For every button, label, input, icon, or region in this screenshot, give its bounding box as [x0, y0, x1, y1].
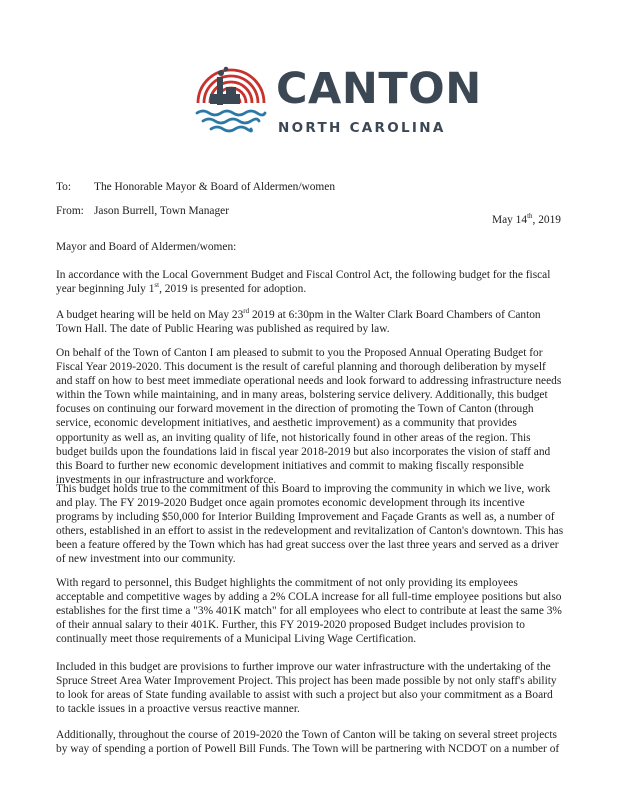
logo-subtitle: NORTH CAROLINA — [278, 120, 446, 136]
memo-date — [492, 213, 561, 227]
to-line — [56, 180, 335, 194]
date-text: May 14 — [491, 214, 528, 226]
from-value: Jason Burrell, Town Manager — [94, 205, 230, 217]
paragraph-economic-development: This budget holds true to the commitment of this Board to improving the community in which we live, work and play. The FY 2019-2020 Budget once again promotes economic development through its incentive programs by including $50,000 for Interior Building Improvement and Façade Grants as well as, a number of others, established in an effort to assist in the redevelopment and revitalization of Canton's downtown. This has been a feature offered by the Town which has had great success over the last three years and served as a driver of new investment into our community. — [56, 483, 564, 566]
canton-logo — [193, 58, 482, 148]
paragraph-intro: In accordance with the Local Government Budget and Fiscal Control Act, the following budget for the fiscal year beginning July 1st, 2019 is presented for adoption. — [56, 269, 551, 296]
logo-title: CANTON — [276, 64, 482, 114]
to-value: The Honorable Mayor & Board of Aldermen/women — [94, 181, 336, 193]
paragraph-personnel: With regard to personnel, this Budget highlights the commitment of not only providing its employees acceptable and competitive wages by adding a 2% COLA increase for all full-time employee positions but also establishes for the first time a "3% 401K match" for all employees who elect to contribute at least the same 3% of their annual salary to their 401K. Further, this FY 2019-2020 proposed Budget includes provision to continually meet those requirements of a Municipal Living Wage Certification. — [56, 577, 562, 646]
paragraph-overview: On behalf of the Town of Canton I am pleased to submit to you the Proposed Annual Operating Budget for Fiscal Year 2019-2020. This document is the result of careful planning and thorough deliberation by myself and staff on how to best meet immediate operational needs and look forward to addressing infrastructure needs within the Town while maintaining, and in many areas, bolstering service delivery. Additionally, this budget focuses on continuing our forward movement in the direction of promoting the Town of Canton (through service, economic development initiatives, and aesthetic improvement) as a community that provides opportunity as well as, an inviting quality of life, not historically found in other areas of the region. This budget builds upon the foundations laid in fiscal year 2018-2019 but also incorporates the vision of staff and this Board to further new economic development initiatives and commit to making fiscally responsible investments in our infrastructure and workforce. — [56, 347, 562, 486]
date-year: , 2019 — [532, 214, 561, 226]
paragraph-street-projects: Additionally, throughout the course of 2019-2020 the Town of Canton will be taking on several street projects by way of spending a portion of Powell Bill Funds. The Town will be partnering with NCDOT on a number of — [56, 729, 560, 756]
from-label: From: — [56, 205, 84, 217]
paragraph-hearing: A budget hearing will be held on May 23rd 2019 at 6:30pm in the Walter Clark Board Chambers of Canton Town Hall. The date of Public Hearing was published as required by law. — [56, 307, 541, 336]
paragraph-water-infrastructure: Included in this budget are provisions to further improve our water infrastructure with the undertaking of the Spruce Street Area Water Improvement Project. This project has been made possible by not only staff's ability to look for areas of State funding available to assist with such a project but also your commitment as a Board to tackle issues in a proactive versus reactive manner. — [56, 661, 557, 716]
mill-smokestack-water-logo-icon — [193, 58, 269, 148]
salutation: Mayor and Board of Aldermen/women: — [56, 241, 237, 253]
to-label: To: — [56, 181, 72, 193]
from-line — [56, 204, 229, 218]
date-ordinal: th — [527, 212, 533, 221]
